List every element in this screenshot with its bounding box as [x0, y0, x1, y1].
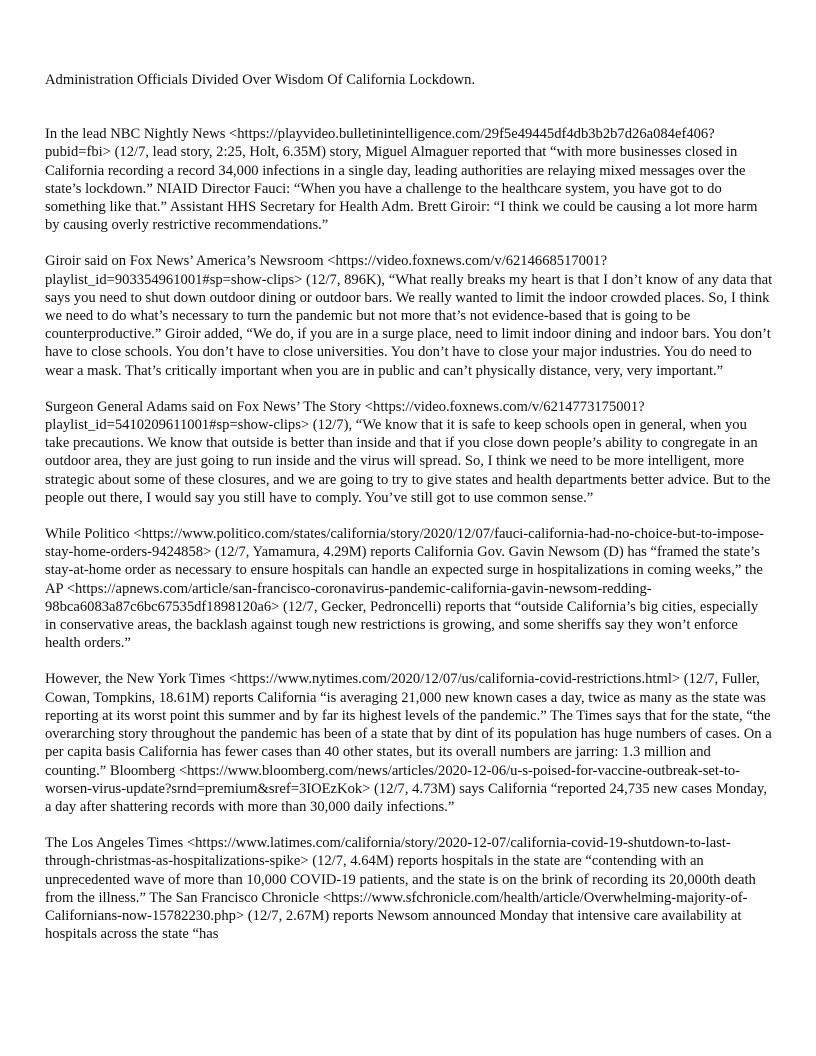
paragraph-nbc-nightly-news: In the lead NBC Nightly News <https://playvideo.bulletinintelligence.com/29f5e49445df4db3b2b7d26a084ef406?pubid=fbi> (12/7, lead story, 2:25, Holt, 6.35M) story, Miguel Almaguer reported that “with more businesses closed in California recording a record 34,000 infections in a single day, leading authorities are relaying mixed messages over the state’s lockdown.” NIAID Director Fauci: “When you have a challenge to the healthcare system, you have got to do something like that.” Assistant HHS Secretary for Health Adm. Brett Giroir: “I think we could be causing a lot more harm by causing overly restrictive recommendations.” — [45, 126, 758, 234]
paragraph-surgeon-general-adams: Surgeon General Adams said on Fox News’ The Story <https://video.foxnews.com/v/6214773175001?playlist_id=5410209611001#sp=show-clips> (12/7), “We know that it is safe to keep schools open in general, when you take precautions. We know that outside is better than inside and that if you close down people’s ability to congregate in an outdoor area, they are just going to run inside and the virus will spread. So, I think we need to be more intelligent, more strategic about some of these closures, and we are going to try to give states and health departments better advice. But to the people out there, I would say you still have to comply. You’ve still got to use common sense.” — [45, 398, 771, 506]
paragraph-new-york-times-bloomberg: However, the New York Times <https://www.nytimes.com/2020/12/07/us/california-covid-restrictions.html> (12/7, Fuller, Cowan, Tompkins, 18.61M) reports California “is averaging 21,000 new known cases a day, twice as many as the state was reporting at its worst point this summer and by far its highest levels of the pandemic.” The Times says that for the state, “the overarching story throughout the pandemic has been of a state that by dint of its population has huge numbers of cases. On a per capita basis California has fewer cases than 40 other states, but its overall numbers are jarring: 1.3 million and counting.” Bloomberg <https://www.bloomberg.com/news/articles/2020-12-06/u-s-poised-for-vaccine-outbreak-set-to-worsen-virus-update?srnd=premium&sref=3IOEzKok> (12/7, 4.73M) says California “reported 24,735 new cases Monday, a day after shattering records with more than 30,000 daily infections.” — [45, 671, 772, 815]
paragraph-giroir-fox-news: Giroir said on Fox News’ America’s Newsroom <https://video.foxnews.com/v/6214668517001?playlist_id=903354961001#sp=show-clips> (12/7, 896K), “What really breaks my heart is that I don’t know of any data that says you need to shut down outdoor dining or outdoor bars. We really wanted to limit the indoor crowded places. So, I think we need to do what’s necessary to turn the pandemic but not more that’s not evidence-based that is going to be counterproductive.” Giroir added, “We do, if you are in a surge place, need to limit indoor dining and indoor bars. You don’t have to close schools. You don’t have to close universities. You don’t have to close your major industries. You do need to wear a mask. That’s critically important when you are in public and can’t physically distance, very, very important.” — [45, 253, 773, 379]
headline: Administration Officials Divided Over Wisdom Of California Lockdown. — [45, 72, 476, 88]
paragraph-la-times-sf-chronicle: The Los Angeles Times <https://www.latimes.com/california/story/2020-12-07/california-covid-19-shutdown-to-last-through-christmas-as-hospitalizations-spike> (12/7, 4.64M) reports hospitals in the state are “contending with an unprecedented wave of more than 10,000 COVID-19 patients, and the state is on the brink of recording its 20,000th death from the illness.” The San Francisco Chronicle <https://www.sfchronicle.com/health/article/Overwhelming-majority-of-Californians-now-15782230.php> (12/7, 2.67M) reports Newsom announced Monday that intensive care availability at hospitals across the state “has — [45, 835, 756, 943]
document-page — [45, 71, 773, 961]
paragraph-politico-ap: While Politico <https://www.politico.com/states/california/story/2020/12/07/fauci-california-had-no-choice-but-to-impose-stay-home-orders-9424858> (12/7, Yamamura, 4.29M) reports California Gov. Gavin Newsom (D) has “framed the state’s stay-at-home order as necessary to ensure hospitals can handle an expected surge in hospitalizations in coming weeks,” the AP <https://apnews.com/article/san-francisco-coronavirus-pandemic-california-gavin-newsom-redding-98bca6083a87c6bc67535df1898120a6> (12/7, Gecker, Pedroncelli) reports that “outside California’s big cities, especially in conservative areas, the backlash against tough new restrictions is growing, and some sheriffs say they won’t enforce health orders.” — [45, 526, 764, 652]
